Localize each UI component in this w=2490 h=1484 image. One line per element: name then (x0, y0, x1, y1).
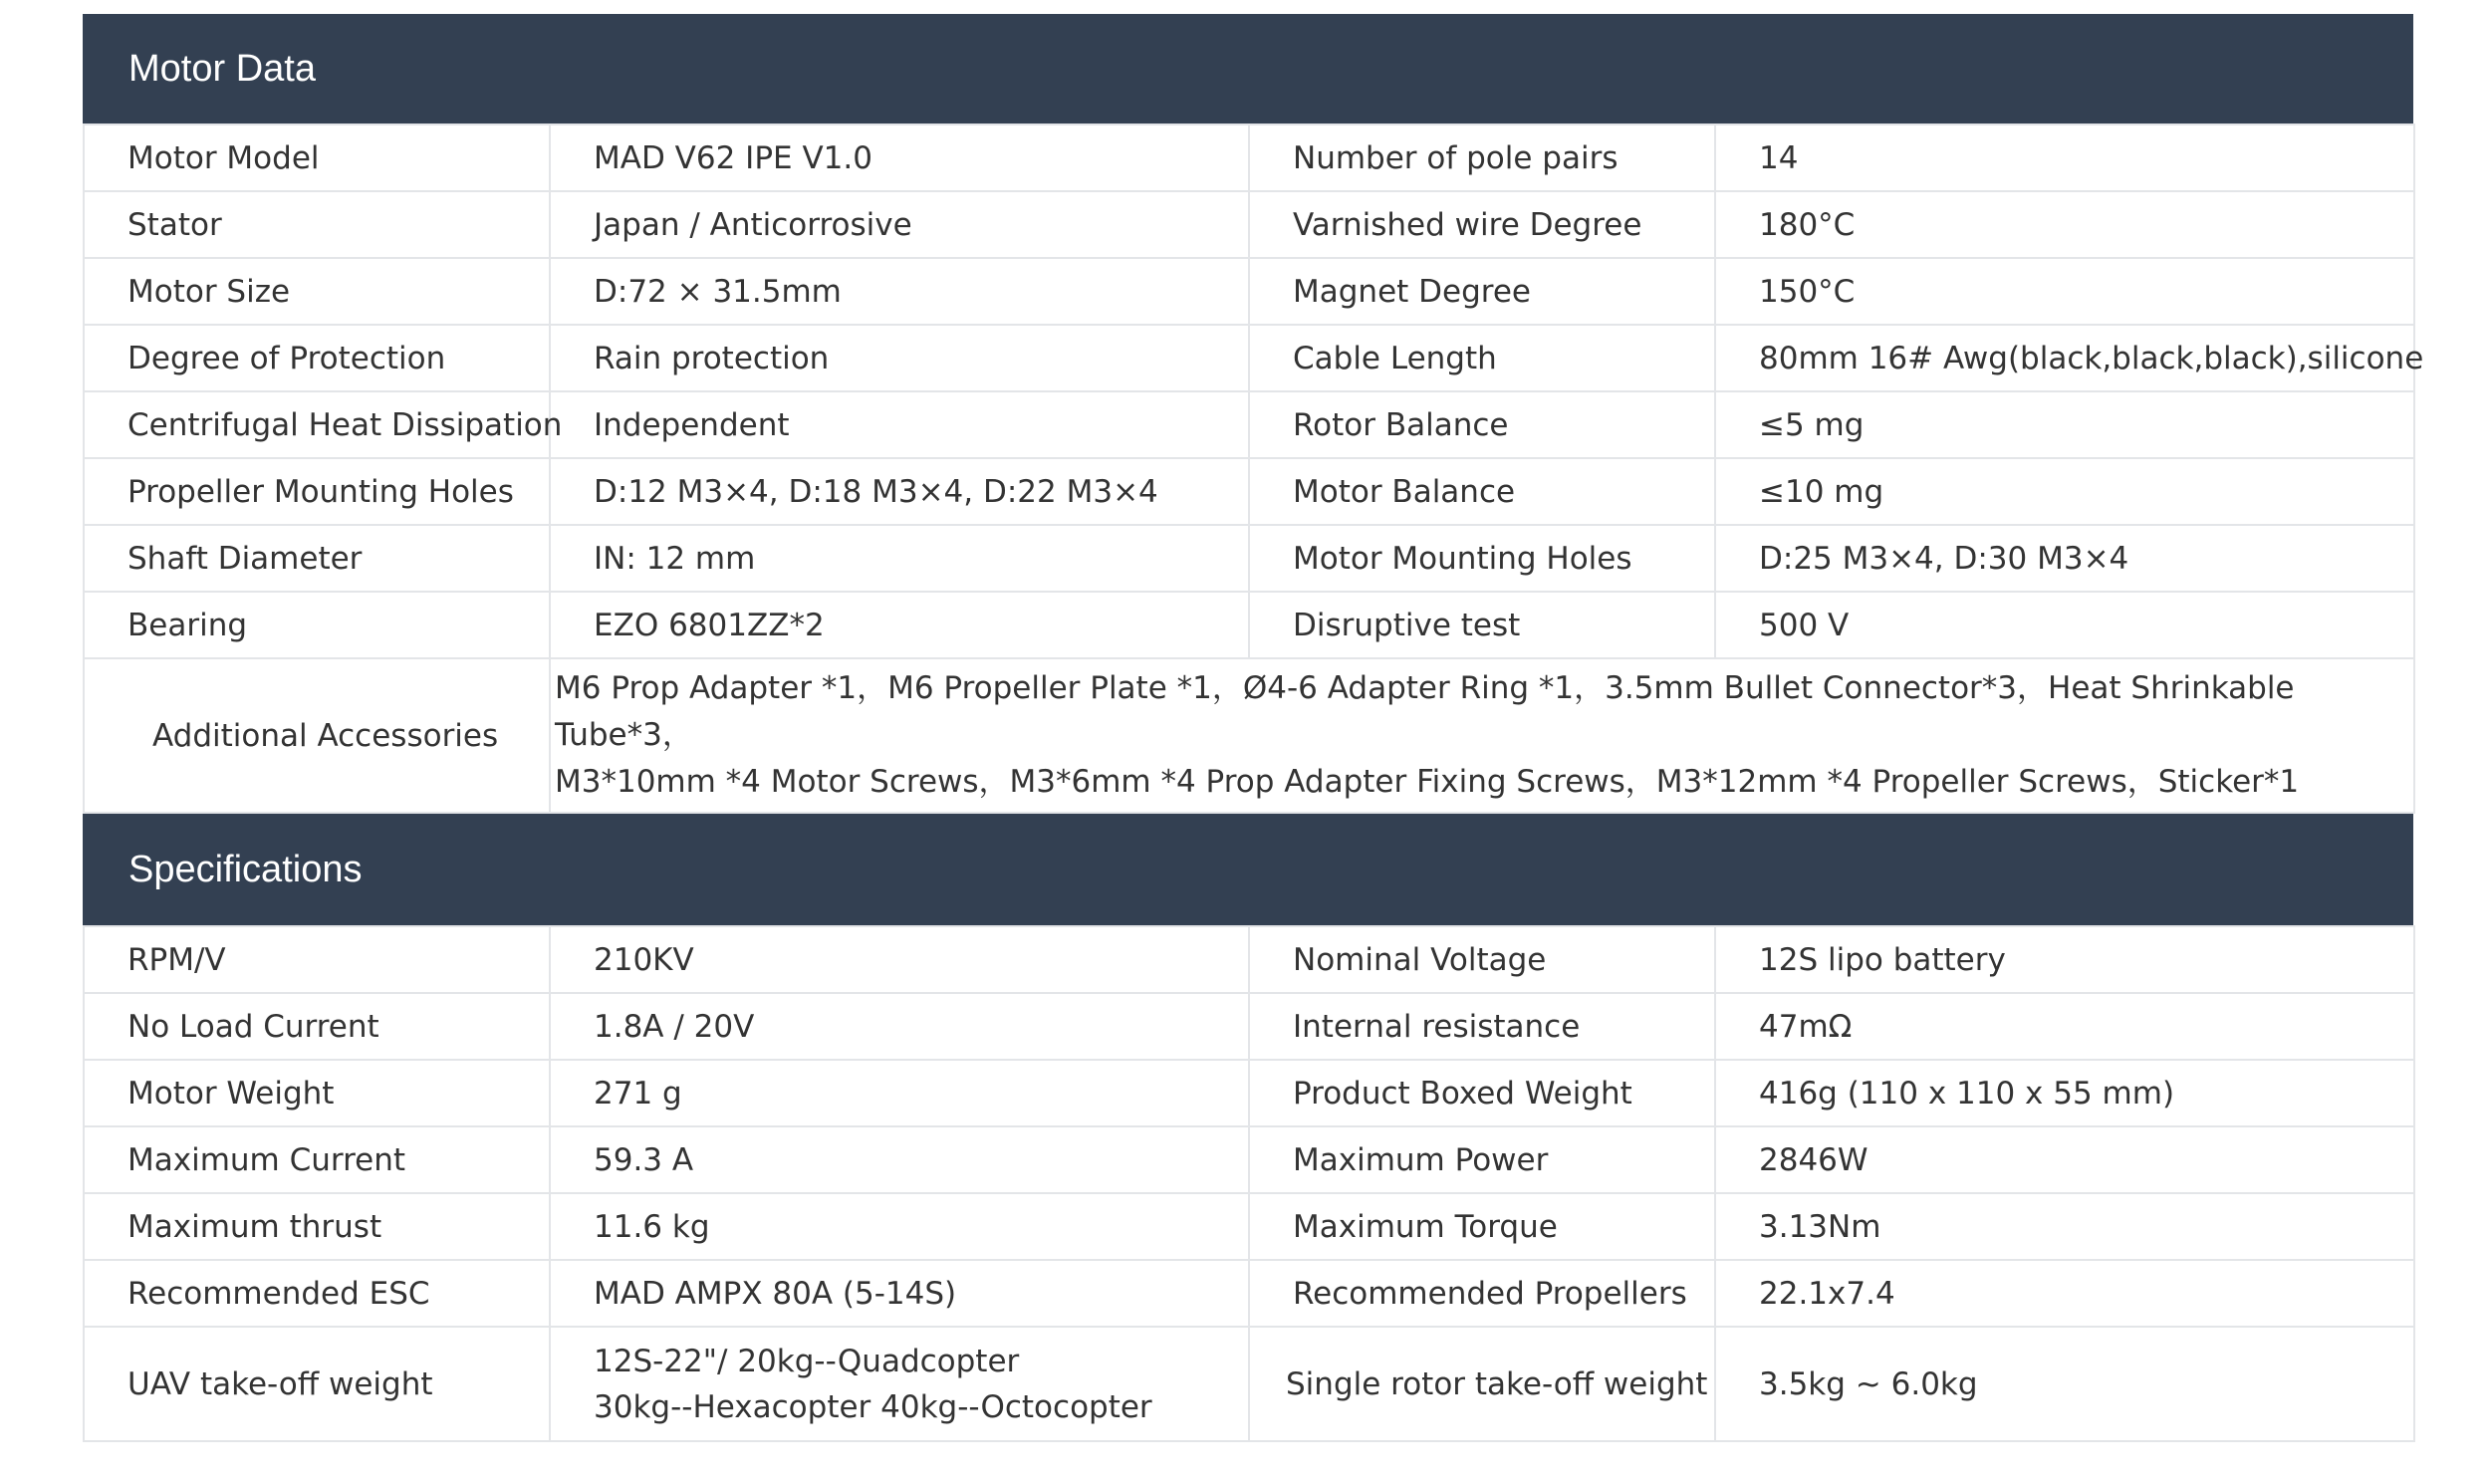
accessories-label: Additional Accessories (84, 658, 550, 813)
single-rotor-value: 3.5kg ~ 6.0kg (1715, 1327, 2414, 1441)
table-row (84, 1126, 2414, 1193)
cell-value-1: MAD V62 IPE V1.0 (550, 124, 1249, 191)
accessories-line-1: M6 Prop Adapter *1，M6 Propeller Plate *1，Ø4-6 Adapter Ring *1，3.5mm Bullet Connector*3，Heat Shrinkable Tube*3， (555, 670, 2295, 753)
cell-value-1: Japan / Anticorrosive (550, 191, 1249, 258)
cell-label-1: Motor Size (84, 258, 550, 325)
cell-value-1: IN: 12 mm (550, 525, 1249, 592)
cell-label-1: Maximum Current (84, 1126, 550, 1193)
cell-label-1: Stator (84, 191, 550, 258)
table-row (84, 658, 2414, 813)
table-row (84, 1260, 2414, 1327)
cell-label-1: Motor Weight (84, 1060, 550, 1126)
cell-label-1: Shaft Diameter (84, 525, 550, 592)
cell-label-2: Maximum Power (1249, 1126, 1715, 1193)
cell-label-2: Cable Length (1249, 325, 1715, 391)
cell-label-2: Motor Mounting Holes (1249, 525, 1715, 592)
cell-value-2: 80mm 16# Awg(black,black,black),silicone (1715, 325, 2414, 391)
cell-value-1: Independent (550, 391, 1249, 458)
table-row (84, 993, 2414, 1060)
cell-label-2: Rotor Balance (1249, 391, 1715, 458)
cell-value-2: 3.13Nm (1715, 1193, 2414, 1260)
motor-data-table (83, 124, 2424, 814)
motor-data-title: Motor Data (128, 47, 316, 90)
spec-sheet (83, 14, 2424, 1442)
single-rotor-label: Single rotor take-off weight (1249, 1327, 1715, 1441)
specifications-header (83, 814, 2413, 925)
cell-label-1: RPM/V (84, 926, 550, 993)
table-row (84, 258, 2414, 325)
cell-label-1: Maximum thrust (84, 1193, 550, 1260)
cell-value-1: EZO 6801ZZ*2 (550, 592, 1249, 658)
cell-label-1: Recommended ESC (84, 1260, 550, 1327)
cell-label-2: Recommended Propellers (1249, 1260, 1715, 1327)
accessories-line-2: M3*10mm *4 Motor Screws，M3*6mm *4 Prop Adapter Fixing Screws，M3*12mm *4 Propeller Screws，Sticker*1 (555, 764, 2300, 800)
cell-label-2: Varnished wire Degree (1249, 191, 1715, 258)
cell-value-1: 210KV (550, 926, 1249, 993)
table-row (84, 1327, 2414, 1441)
cell-value-1: D:72 × 31.5mm (550, 258, 1249, 325)
cell-value-2: 500 V (1715, 592, 2414, 658)
cell-label-2: Internal resistance (1249, 993, 1715, 1060)
table-row (84, 525, 2414, 592)
cell-value-1: 271 g (550, 1060, 1249, 1126)
cell-label-2: Motor Balance (1249, 458, 1715, 525)
cell-label-1: Propeller Mounting Holes (84, 458, 550, 525)
cell-label-1: No Load Current (84, 993, 550, 1060)
cell-value-1: 59.3 A (550, 1126, 1249, 1193)
cell-label-1: Centrifugal Heat Dissipation (84, 391, 550, 458)
specifications-table (83, 925, 2415, 1442)
cell-value-2: 14 (1715, 124, 2414, 191)
uav-takeoff-value (550, 1327, 1249, 1441)
cell-value-2: D:25 M3×4, D:30 M3×4 (1715, 525, 2414, 592)
cell-label-2: Nominal Voltage (1249, 926, 1715, 993)
cell-label-2: Number of pole pairs (1249, 124, 1715, 191)
cell-value-2: 12S lipo battery (1715, 926, 2414, 993)
uav-takeoff-label: UAV take-off weight (84, 1327, 550, 1441)
table-row (84, 926, 2414, 993)
cell-value-2: 22.1x7.4 (1715, 1260, 2414, 1327)
cell-value-2: 2846W (1715, 1126, 2414, 1193)
specifications-title: Specifications (128, 848, 363, 890)
cell-value-2: 150°C (1715, 258, 2414, 325)
cell-value-1: D:12 M3×4, D:18 M3×4, D:22 M3×4 (550, 458, 1249, 525)
cell-label-2: Product Boxed Weight (1249, 1060, 1715, 1126)
table-row (84, 458, 2414, 525)
cell-value-2: 416g (110 x 110 x 55 mm) (1715, 1060, 2414, 1126)
cell-value-2: ≤10 mg (1715, 458, 2414, 525)
table-row (84, 325, 2414, 391)
table-row (84, 391, 2414, 458)
cell-value-1: 11.6 kg (550, 1193, 1249, 1260)
cell-value-2: 47mΩ (1715, 993, 2414, 1060)
table-row (84, 1060, 2414, 1126)
table-row (84, 191, 2414, 258)
cell-value-1: Rain protection (550, 325, 1249, 391)
cell-label-1: Bearing (84, 592, 550, 658)
table-row (84, 592, 2414, 658)
uav-takeoff-line-2: 30kg--Hexacopter 40kg--Octocopter (594, 1388, 1152, 1425)
cell-value-2: ≤5 mg (1715, 391, 2414, 458)
motor-data-header (83, 14, 2413, 124)
cell-value-1: MAD AMPX 80A (5-14S) (550, 1260, 1249, 1327)
cell-value-1: 1.8A / 20V (550, 993, 1249, 1060)
cell-label-1: Degree of Protection (84, 325, 550, 391)
cell-label-2: Disruptive test (1249, 592, 1715, 658)
cell-label-2: Magnet Degree (1249, 258, 1715, 325)
table-row (84, 1193, 2414, 1260)
table-row (84, 124, 2414, 191)
cell-label-2: Maximum Torque (1249, 1193, 1715, 1260)
accessories-value (550, 658, 2414, 813)
uav-takeoff-line-1: 12S-22"/ 20kg--Quadcopter (594, 1343, 1020, 1379)
cell-value-2: 180°C (1715, 191, 2414, 258)
cell-label-1: Motor Model (84, 124, 550, 191)
